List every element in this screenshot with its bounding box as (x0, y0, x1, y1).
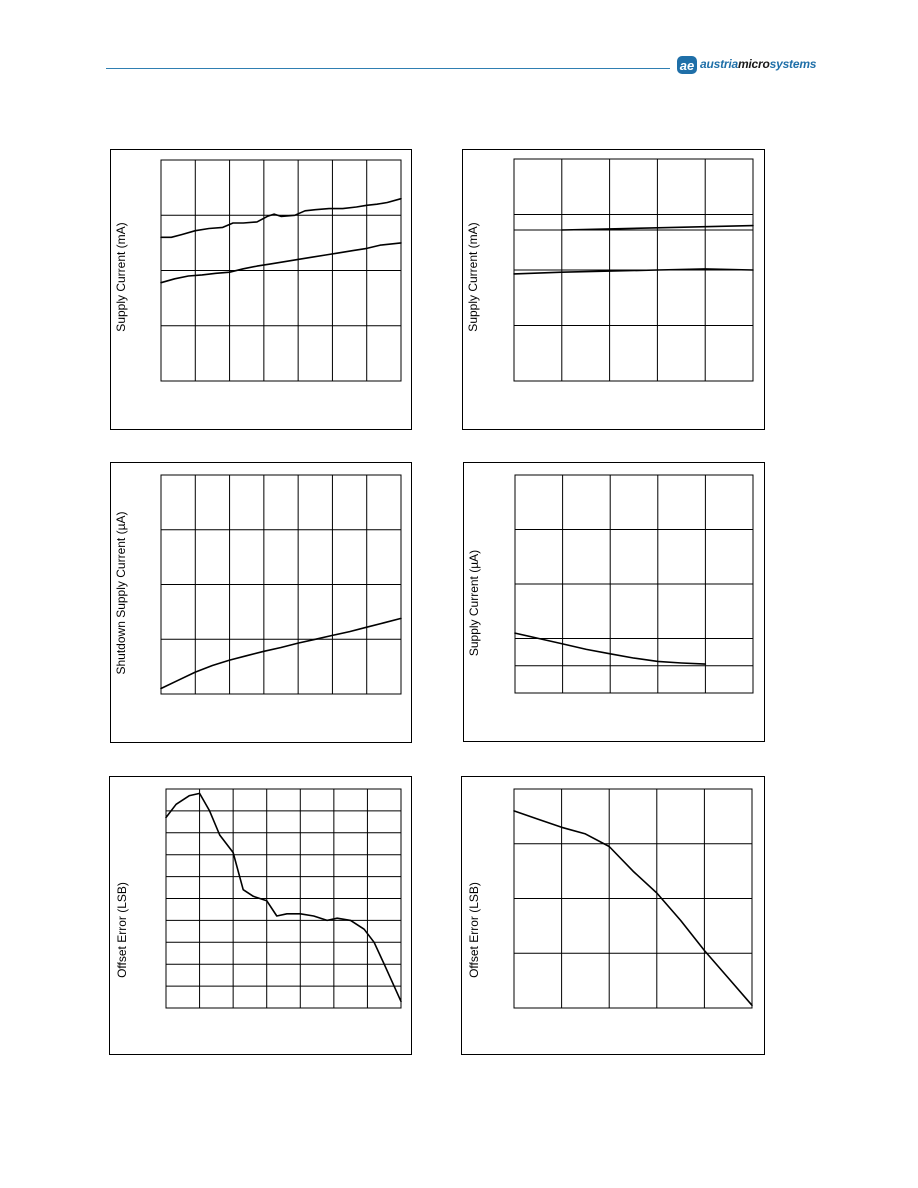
brand-name-part1: austria (700, 57, 738, 71)
chart-2 (463, 150, 766, 431)
y-axis-label-2: Supply Current (mA) (466, 222, 480, 332)
chart-3 (111, 463, 413, 744)
grid (515, 475, 753, 693)
series-line-2 (161, 243, 401, 283)
y-axis-label-1: Supply Current (mA) (114, 222, 128, 332)
chart-panel-3 (110, 462, 412, 743)
svg-text:ae: ae (679, 58, 695, 73)
chart-panel-6 (461, 776, 765, 1055)
series-line-1 (514, 811, 752, 1005)
header-rule (106, 68, 670, 69)
brand-logo-mark-icon (676, 54, 698, 76)
y-axis-label-6: Offset Error (LSB) (467, 882, 481, 978)
chart-1 (111, 150, 413, 431)
series-line-1 (161, 618, 401, 688)
chart-4 (464, 463, 766, 743)
brand-name-part2: micro (737, 57, 770, 71)
chart-panel-2 (462, 149, 765, 430)
series-line-1 (161, 199, 401, 238)
brand-name-part3: systems (769, 57, 817, 71)
chart-panel-5 (109, 776, 412, 1055)
y-axis-label-3: Shutdown Supply Current (µA) (114, 511, 128, 675)
brand-logo (676, 54, 816, 76)
chart-5 (110, 777, 413, 1056)
grid (166, 789, 401, 1008)
chart-panel-4 (463, 462, 765, 742)
grid (514, 789, 752, 1008)
chart-panel-1 (110, 149, 412, 430)
y-axis-label-4: Supply Current (µA) (467, 549, 481, 657)
brand-name (700, 57, 816, 71)
grid (161, 160, 401, 381)
chart-6 (462, 777, 766, 1056)
series-line-1 (166, 793, 401, 1001)
grid (161, 475, 401, 694)
y-axis-label-5: Offset Error (LSB) (115, 882, 129, 978)
